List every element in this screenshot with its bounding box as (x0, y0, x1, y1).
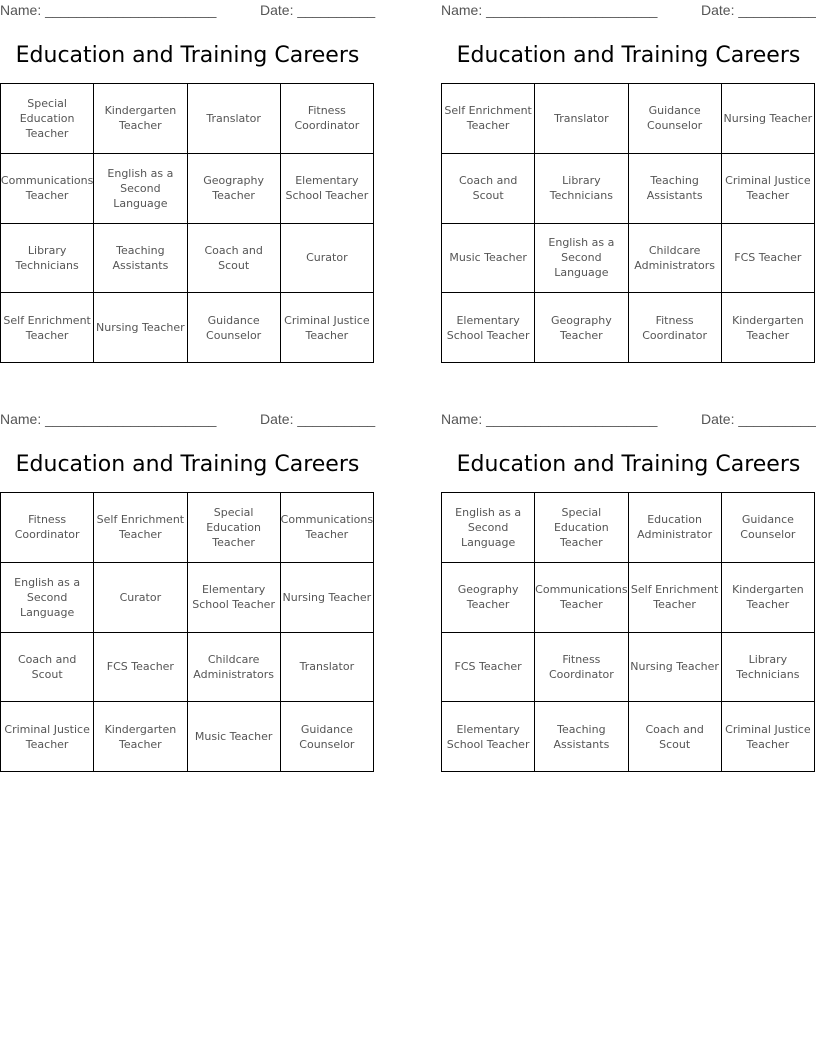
bingo-cell: FCS Teacher (442, 633, 535, 703)
bingo-cell: Library Technicians (722, 633, 815, 703)
bingo-cell: Nursing Teacher (281, 563, 374, 633)
bingo-cell: Self Enrichment Teacher (442, 84, 535, 154)
bingo-cell: Coach and Scout (188, 224, 281, 294)
bingo-cell: Translator (281, 633, 374, 703)
bingo-cell: Coach and Scout (1, 633, 94, 703)
bingo-cell: Education Administrator (629, 493, 722, 563)
bingo-cell: Geography Teacher (188, 154, 281, 224)
card-title: Education and Training Careers (15, 452, 360, 477)
bingo-cell: Self Enrichment Teacher (94, 493, 187, 563)
bingo-cell: Fitness Coordinator (1, 493, 94, 563)
bingo-cell: English as a Second Language (94, 154, 187, 224)
card-title: Education and Training Careers (456, 452, 801, 477)
name-field-label: Name: ______________________ (441, 2, 658, 18)
bingo-cell: Special Education Teacher (535, 493, 628, 563)
bingo-cell: Teaching Assistants (94, 224, 187, 294)
bingo-grid (441, 83, 815, 363)
bingo-cell: Curator (281, 224, 374, 294)
bingo-cell: Geography Teacher (535, 293, 628, 363)
bingo-cell: Geography Teacher (442, 563, 535, 633)
bingo-cell: Library Technicians (535, 154, 628, 224)
bingo-cell: English as a Second Language (535, 224, 628, 294)
bingo-cell: Translator (535, 84, 628, 154)
date-field-label: Date: __________ (701, 2, 816, 18)
bingo-cell: Kindergarten Teacher (94, 702, 187, 772)
bingo-cell: Elementary School Teacher (442, 702, 535, 772)
bingo-cell: Elementary School Teacher (442, 293, 535, 363)
bingo-cell: Criminal Justice Teacher (722, 154, 815, 224)
bingo-cell: Self Enrichment Teacher (1, 293, 94, 363)
bingo-cell: Coach and Scout (442, 154, 535, 224)
bingo-cell: Elementary School Teacher (281, 154, 374, 224)
bingo-cell: Fitness Coordinator (535, 633, 628, 703)
bingo-cell: Communications Teacher (281, 493, 374, 563)
bingo-cell: Communications Teacher (1, 154, 94, 224)
bingo-cell: Childcare Administrators (188, 633, 281, 703)
bingo-cell: Library Technicians (1, 224, 94, 294)
bingo-cell: Music Teacher (442, 224, 535, 294)
bingo-grid (0, 83, 374, 363)
bingo-cell: Special Education Teacher (188, 493, 281, 563)
bingo-cell: Criminal Justice Teacher (722, 702, 815, 772)
bingo-cell: Criminal Justice Teacher (1, 702, 94, 772)
bingo-cell: Guidance Counselor (188, 293, 281, 363)
bingo-cell: English as a Second Language (442, 493, 535, 563)
bingo-grid (441, 492, 815, 772)
bingo-cell: English as a Second Language (1, 563, 94, 633)
bingo-cell: Special Education Teacher (1, 84, 94, 154)
name-field-label: Name: ______________________ (0, 2, 217, 18)
bingo-cell: Teaching Assistants (535, 702, 628, 772)
bingo-cell: Nursing Teacher (629, 633, 722, 703)
bingo-cell: Curator (94, 563, 187, 633)
bingo-cell: Fitness Coordinator (281, 84, 374, 154)
bingo-cell: Music Teacher (188, 702, 281, 772)
bingo-grid (0, 492, 374, 772)
bingo-cell: Childcare Administrators (629, 224, 722, 294)
card-title: Education and Training Careers (15, 43, 360, 68)
bingo-cell: Kindergarten Teacher (94, 84, 187, 154)
bingo-cell: Nursing Teacher (94, 293, 187, 363)
bingo-cell: Teaching Assistants (629, 154, 722, 224)
bingo-cell: Fitness Coordinator (629, 293, 722, 363)
bingo-cell: FCS Teacher (722, 224, 815, 294)
bingo-cell: Guidance Counselor (281, 702, 374, 772)
bingo-cell: Translator (188, 84, 281, 154)
bingo-cell: Elementary School Teacher (188, 563, 281, 633)
bingo-cell: Guidance Counselor (722, 493, 815, 563)
date-field-label: Date: __________ (260, 411, 376, 427)
bingo-cell: Self Enrichment Teacher (629, 563, 722, 633)
date-field-label: Date: __________ (260, 2, 376, 18)
bingo-cell: Criminal Justice Teacher (281, 293, 374, 363)
name-field-label: Name: ______________________ (0, 411, 217, 427)
bingo-cell: Kindergarten Teacher (722, 293, 815, 363)
bingo-cell: FCS Teacher (94, 633, 187, 703)
bingo-cell: Guidance Counselor (629, 84, 722, 154)
bingo-cell: Kindergarten Teacher (722, 563, 815, 633)
date-field-label: Date: __________ (701, 411, 816, 427)
bingo-cell: Coach and Scout (629, 702, 722, 772)
bingo-cell: Nursing Teacher (722, 84, 815, 154)
card-title: Education and Training Careers (456, 43, 801, 68)
name-field-label: Name: ______________________ (441, 411, 658, 427)
bingo-cell: Communications Teacher (535, 563, 628, 633)
